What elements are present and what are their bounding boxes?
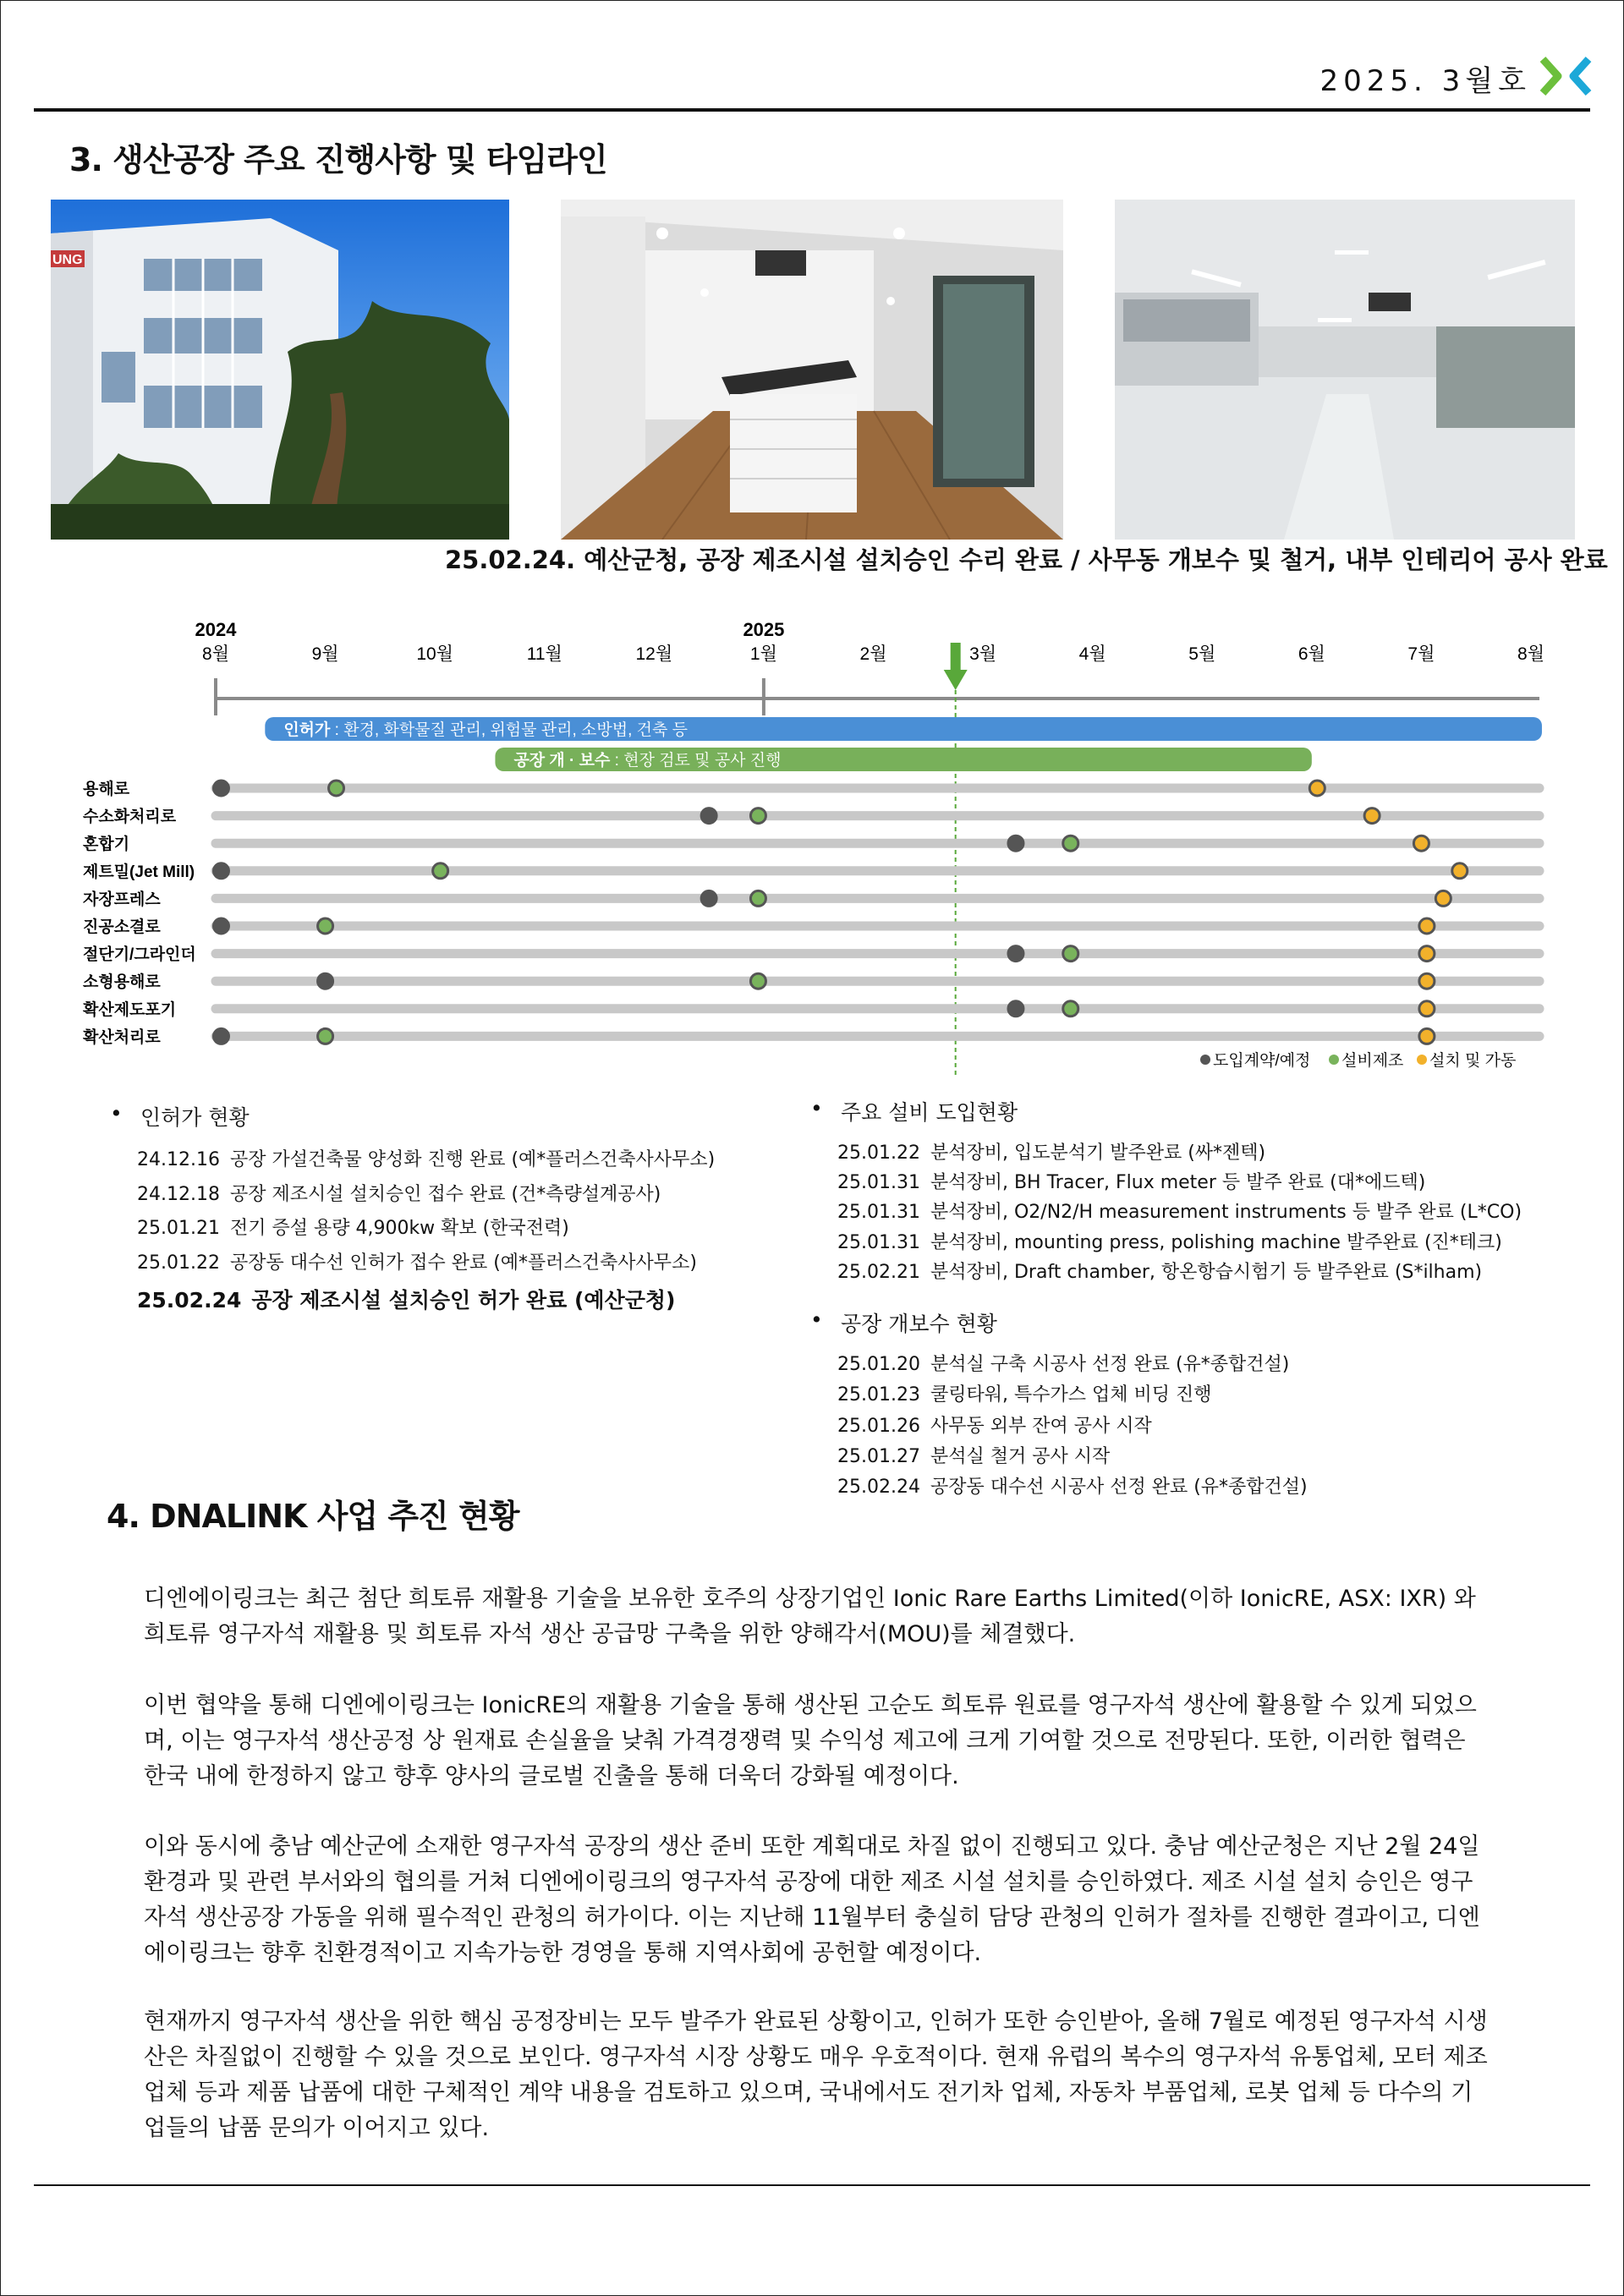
item-date: 25.01.21 [137, 1218, 220, 1240]
installation-milestone-marker [1452, 863, 1468, 879]
month-label: 10월 [416, 644, 453, 664]
contract-milestone-marker [213, 1028, 228, 1044]
month-label: 8월 [202, 644, 229, 664]
phase-bar-label [513, 750, 781, 770]
factory-exterior-photo [51, 200, 509, 540]
item-date: 25.01.31 [837, 1202, 920, 1224]
installation-milestone-marker [1419, 1001, 1435, 1016]
phase-bar-label [283, 720, 688, 739]
phase-name: 공장 개 · 보수 [513, 752, 611, 770]
installation-milestone-marker [1364, 808, 1380, 824]
item-text: 분석장비, mounting press, polishing machine 발주완료 (진*테크) [930, 1231, 1502, 1253]
equipment-row-label: 수소화처리로 [83, 808, 177, 826]
month-label: 7월 [1407, 644, 1435, 664]
permits-title: • 인허가 현황 [110, 1101, 715, 1132]
month-label: 5월 [1188, 644, 1216, 664]
equipment-row-label: 자장프레스 [83, 890, 161, 909]
manufacturing-milestone-marker [750, 973, 765, 989]
item-text: 분석장비, 입도분석기 발주완료 (싸*젠텍) [930, 1143, 1266, 1164]
equipment-row-label: 확산처리로 [83, 1028, 161, 1047]
list-item [137, 1178, 715, 1213]
equipment-row-label: 확산제도포기 [83, 1000, 177, 1019]
contract-milestone-marker [701, 808, 716, 824]
manufacturing-milestone-marker [1063, 1001, 1078, 1016]
equipment-row-label: 소형용해로 [83, 973, 161, 992]
section-4-title: 4. DNALINK 사업 추진 현황 [107, 1498, 519, 1535]
header-rule [34, 108, 1590, 112]
list-item [837, 1442, 1308, 1472]
list-item [837, 1168, 1522, 1197]
item-text: 쿨링타워, 특수가스 업체 비딩 진행 [930, 1384, 1212, 1406]
brand-logo-icon [1536, 56, 1595, 96]
month-label: 11월 [526, 644, 562, 664]
legend-label: 도입계약/예정 [1213, 1052, 1311, 1070]
contract-milestone-marker [213, 918, 228, 934]
body-paragraph-1: 디엔에이링크는 최근 첨단 희토류 재활용 기술을 보유한 호주의 상장기업인 Ionic Rare Earths Limited(이하 IonicRE, ASX: IXR) 와 희토류 영구자석 재활용 및 희토류 자석 생산 공급망 구축을 위한 양해각서(MOU)를 체결했다. [144, 1586, 1476, 1647]
installation-milestone-marker [1413, 836, 1429, 851]
item-text: 공장동 대수선 시공사 선정 완료 (유*종합건설) [930, 1477, 1308, 1499]
contract-milestone-marker [1008, 836, 1023, 851]
month-label: 12월 [635, 644, 673, 664]
contract-milestone-marker [1008, 1001, 1023, 1016]
phase-detail: : 환경, 화학물질 관리, 위험물 관리, 소방법, 건축 등 [330, 721, 689, 739]
month-label: 9월 [311, 644, 339, 664]
item-text: 전기 증설 용량 4,900kw 확보 (한국전력) [229, 1218, 569, 1240]
item-date: 24.12.18 [137, 1183, 220, 1205]
contract-milestone-marker [1008, 946, 1023, 962]
phase-name: 인허가 [283, 721, 331, 739]
item-date: 25.01.23 [837, 1384, 920, 1406]
contract-milestone-marker [318, 973, 333, 989]
legend-marker [1200, 1055, 1210, 1065]
item-date: 25.01.31 [837, 1172, 920, 1194]
manufacturing-milestone-marker [318, 1028, 333, 1044]
installation-milestone-marker [1419, 946, 1435, 962]
manufacturing-milestone-marker [1063, 836, 1078, 851]
list-item [837, 1380, 1308, 1411]
item-date: 25.01.27 [837, 1445, 920, 1467]
footer-rule [34, 2184, 1590, 2186]
month-label: 4월 [1078, 644, 1106, 664]
building-sign-text: UNG [52, 253, 83, 267]
project-timeline-chart [68, 617, 1565, 1078]
item-text: 분석실 철거 공사 시작 [930, 1445, 1111, 1467]
installation-milestone-marker [1309, 781, 1325, 796]
list-item [837, 1472, 1308, 1503]
installation-milestone-marker [1435, 890, 1451, 906]
empty-hall-photo [1115, 200, 1575, 540]
item-text: 분석장비, O2/N2/H measurement instruments 등 발주 완료 (L*CO) [930, 1202, 1522, 1224]
installation-milestone-marker [1419, 973, 1435, 989]
item-text: 분석장비, BH Tracer, Flux meter 등 발주 완료 (대*에드텍) [930, 1172, 1426, 1194]
list-item [837, 1138, 1522, 1168]
item-text: 공장 제조시설 설치승인 허가 완료 (예산군청) [251, 1287, 676, 1312]
contract-milestone-marker [213, 863, 228, 879]
photo-caption: 25.02.24. 예산군청, 공장 제조시설 설치승인 수리 완료 / 사무동 개보수 및 철거, 내부 인테리어 공사 완료 [445, 545, 1608, 574]
permits-list [110, 1101, 715, 1320]
month-label: 6월 [1298, 644, 1325, 664]
legend-label: 설비제조 [1341, 1052, 1404, 1070]
list-item [837, 1228, 1522, 1258]
body-paragraph-2: 이번 협약을 통해 디엔에이링크는 IonicRE의 재활용 기술을 통해 생산된 고순도 희토류 원료를 영구자석 생산에 활용할 수 있게 되었으며, 이는 영구자석 생산공정 상 원재료 손실율을 낮춰 가격경쟁력 및 수익성 제고에 크게 기여할 것으로 전망된다. 또한, 이러한 협력은 한국 내에 한정하지 않고 향후 양사의 글로벌 진출을 통해 더욱더 강화될 예정이다. [144, 1692, 1477, 1789]
item-text: 분석실 구축 시공사 선정 완료 (유*종합건설) [930, 1354, 1290, 1375]
list-item [837, 1350, 1308, 1380]
item-date: 25.01.20 [837, 1354, 920, 1375]
month-label: 3월 [969, 644, 997, 664]
body-paragraph-3: 이와 동시에 충남 예산군에 소재한 영구자석 공장의 생산 준비 또한 계획대로 차질 없이 진행되고 있다. 충남 예산군청은 지난 2월 24일 환경과 및 관련 부서와의 협의를 거쳐 디엔에이링크의 영구자석 공장에 대한 제조 시설 설치를 승인하였다. 제조 시설 설치 승인은 영구자석 생산공장 가동을 위해 필수적인 관청의 허가이다. 이는 지난해 11월부터 충실히 담당 관청의 인허가 절차를 진행한 결과이고, 디엔에이링크는 향후 친환경적이고 지속가능한 경영을 통해 지역사회에 공헌할 예정이다. [144, 1833, 1480, 1966]
legend-marker [1417, 1055, 1427, 1065]
item-date: 25.02.24 [137, 1287, 242, 1312]
manufacturing-milestone-marker [1063, 946, 1078, 962]
item-date: 25.02.24 [837, 1477, 920, 1499]
phase-detail: : 현장 검토 및 공사 진행 [610, 752, 782, 770]
equipment-list [810, 1096, 1522, 1287]
list-item [837, 1411, 1308, 1442]
manufacturing-milestone-marker [318, 918, 333, 934]
item-date: 25.01.22 [837, 1143, 920, 1164]
list-item [137, 1143, 715, 1178]
contract-milestone-marker [213, 781, 228, 796]
renovation-list [810, 1307, 1308, 1503]
item-date: 25.01.26 [837, 1415, 920, 1437]
month-label: 8월 [1517, 644, 1544, 664]
month-label: 1월 [749, 644, 777, 664]
equipment-row-label: 절단기/그라인더 [83, 945, 196, 964]
item-date: 24.12.16 [137, 1149, 220, 1170]
renovation-title: • 공장 개보수 현황 [810, 1307, 1308, 1338]
legend-label: 설치 및 가동 [1429, 1052, 1517, 1070]
list-item [837, 1197, 1522, 1227]
item-text: 분석장비, Draft chamber, 항온항습시험기 등 발주완료 (S*ilham) [930, 1261, 1483, 1283]
equipment-row-label: 진공소결로 [83, 918, 161, 936]
item-date: 25.02.21 [837, 1261, 920, 1283]
body-paragraph-4: 현재까지 영구자석 생산을 위한 핵심 공정장비는 모두 발주가 완료된 상황이고, 인허가 또한 승인받아, 올해 7월로 예정된 영구자석 시생산은 차질없이 진행할 수 있을 것으로 보인다. 영구자석 시장 상황도 매우 우호적이다. 현재 유럽의 복수의 영구자석 유통업체, 모터 제조업체 등과 제품 납품에 대한 구체적인 계약 내용을 검토하고 있으며, 국내에서도 전기차 업체, 자동차 부품업체, 로봇 업체 등 다수의 기업들의 납품 문의가 이어지고 있다. [144, 2008, 1488, 2141]
current-date-arrow-icon [944, 670, 968, 690]
manufacturing-milestone-marker [329, 781, 344, 796]
manufacturing-milestone-marker [750, 808, 765, 824]
year-label: 2025 [743, 619, 785, 640]
installation-milestone-marker [1419, 1028, 1435, 1044]
list-item [137, 1247, 715, 1281]
list-item [137, 1212, 715, 1247]
item-text: 사무동 외부 잔여 공사 시작 [930, 1415, 1152, 1437]
item-date: 25.01.22 [137, 1252, 220, 1274]
equipment-title: • 주요 설비 도입현황 [810, 1096, 1522, 1126]
section-3-title: 3. 생산공장 주요 진행사항 및 타임라인 [69, 141, 607, 178]
equipment-row-label: 제트밀(Jet Mill) [83, 863, 195, 881]
year-label: 2024 [195, 619, 237, 640]
item-text: 공장 가설건축물 양성화 진행 완료 (예*플러스건축사사무소) [229, 1149, 716, 1170]
office-reception-photo [561, 200, 1063, 540]
item-date: 25.01.31 [837, 1231, 920, 1253]
manufacturing-milestone-marker [750, 890, 765, 906]
equipment-row-label: 혼합기 [83, 836, 130, 854]
legend-marker [1329, 1055, 1339, 1065]
list-item [837, 1258, 1522, 1287]
list-item [137, 1281, 715, 1320]
installation-milestone-marker [1419, 918, 1435, 934]
issue-label: 2025. 3월호 [1320, 64, 1531, 98]
item-text: 공장 제조시설 설치승인 접수 완료 (건*측량설계공사) [229, 1183, 661, 1205]
contract-milestone-marker [701, 890, 716, 906]
equipment-row-label: 용해로 [83, 781, 130, 798]
item-text: 공장동 대수선 인허가 접수 완료 (예*플러스건축사사무소) [229, 1252, 697, 1274]
manufacturing-milestone-marker [433, 863, 448, 879]
month-label: 2월 [859, 644, 887, 664]
